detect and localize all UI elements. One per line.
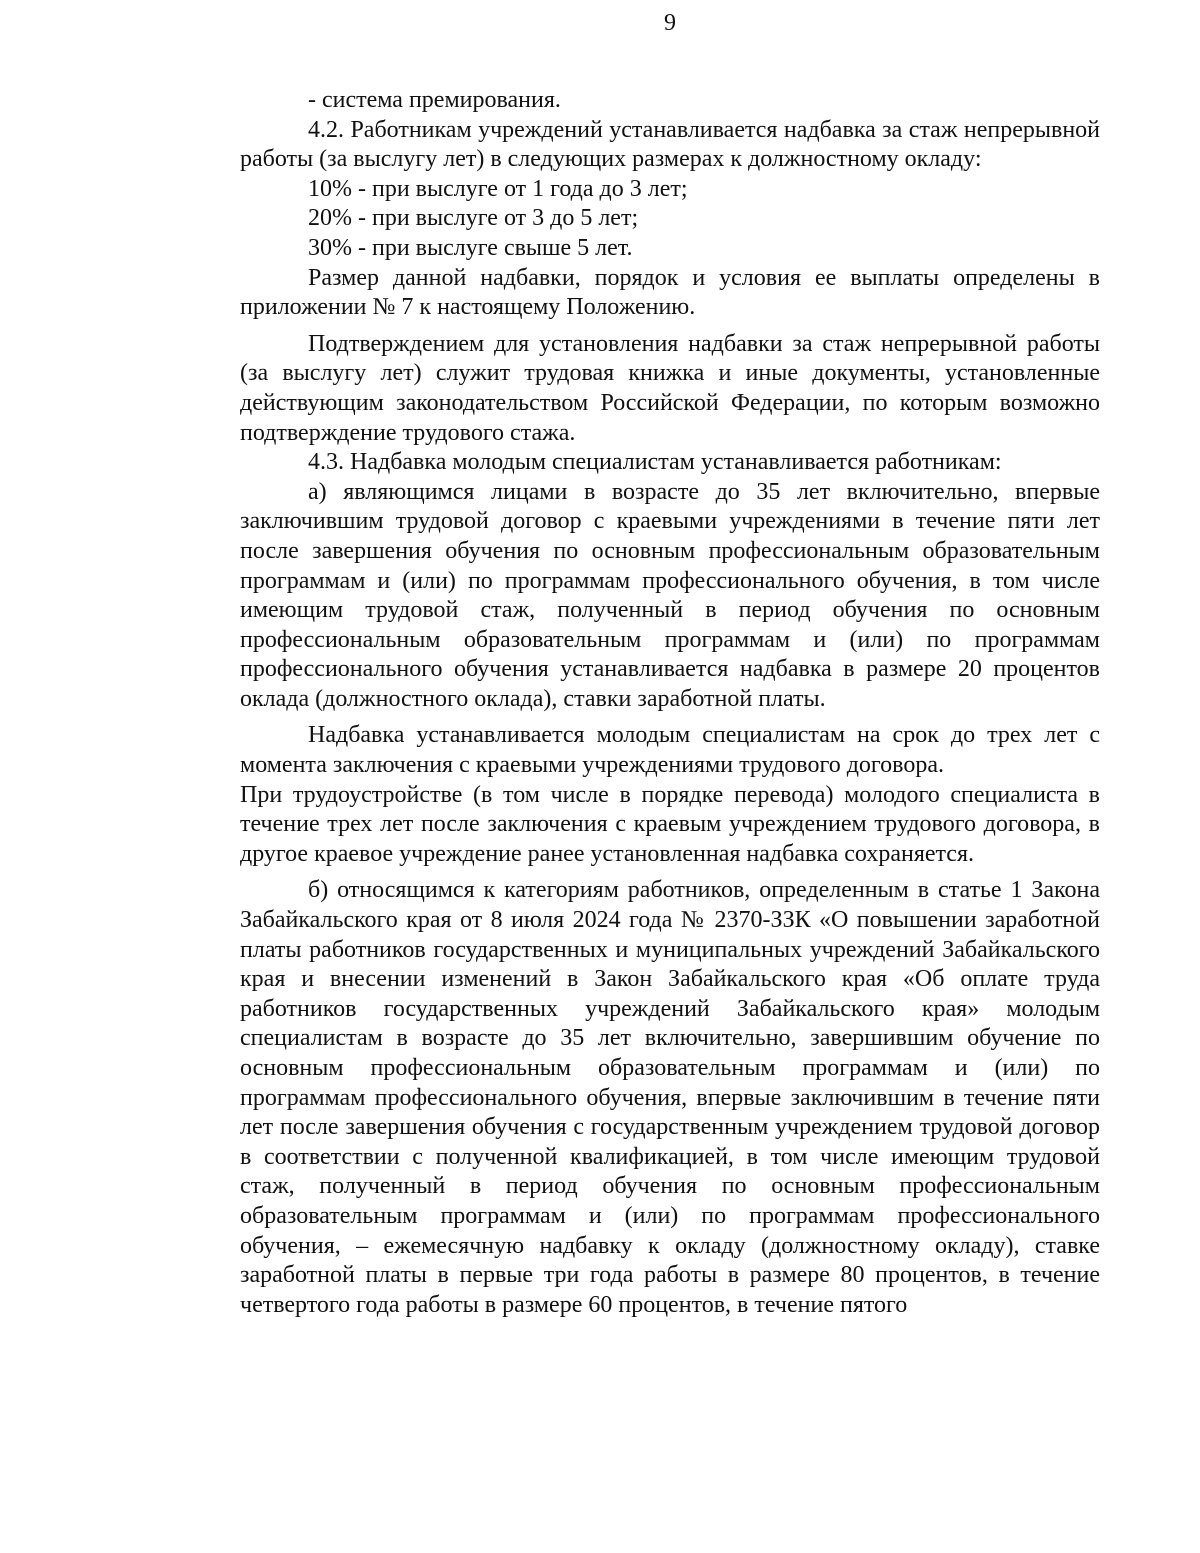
- list-item-10-percent: 10% - при выслуге от 1 года до 3 лет;: [308, 175, 688, 202]
- document-body: [240, 86, 1100, 1320]
- paragraph-bonus-size: Размер данной надбавки, порядок и условия ее выплаты определены в приложении № 7 к настоящему Положению.: [240, 264, 1100, 321]
- paragraph-4-3: 4.3. Надбавка молодым специалистам устанавливается работникам:: [308, 449, 1002, 476]
- paragraph-4-3-a: а) являющимся лицами в возрасте до 35 лет включительно, впервые заключившим трудовой договор с краевыми учреждениями в течение пяти лет после завершения обучения по основным профессиональным образовательным программам и (или) по программам профессионального обучения, в том числе имеющим трудовой стаж, полученный в период обучения по основным профессиональным образовательным программам и (или) по программам профессионального обучения устанавливается надбавка в размере 20 процентов оклада (должностного оклада), ставки заработной платы.: [240, 478, 1100, 712]
- paragraph-bonus-term: Надбавка устанавливается молодым специалистам на срок до трех лет с момента заключения с краевыми учреждениями трудового договора.: [240, 722, 1100, 779]
- list-item-20-percent: 20% - при выслуге от 3 до 5 лет;: [308, 205, 639, 232]
- list-item-30-percent: 30% - при выслуге свыше 5 лет.: [308, 234, 633, 261]
- paragraph-4-2: 4.2. Работникам учреждений устанавливается надбавка за стаж непрерывной работы (за выслугу лет) в следующих размерах к должностному окладу:: [240, 116, 1100, 173]
- paragraph-bonus-system: - система премирования.: [308, 87, 561, 113]
- paragraph-transfer: При трудоустройстве (в том числе в порядке перевода) молодого специалиста в течение трех лет после заключения с краевым учреждением трудового договора, в другое краевое учреждение ранее установленная надбавка сохраняется.: [240, 781, 1100, 867]
- page-number: 9: [664, 10, 676, 36]
- paragraph-confirmation: Подтверждением для установления надбавки за стаж непрерывной работы (за выслугу лет) служит трудовая книжка и иные документы, установленные действующим законодательством Российской Федерации, по которым возможно подтверждение трудового стажа.: [240, 330, 1100, 446]
- paragraph-4-3-b: б) относящимся к категориям работников, определенным в статье 1 Закона Забайкальского края от 8 июля 2024 года № 2370-ЗЗК «О повышении заработной платы работников государственных и муниципальных учреждений Забайкальского края и внесении изменений в Закон Забайкальского края «Об оплате труда работников государственных учреждений Забайкальского края» молодым специалистам в возрасте до 35 лет включительно, завершившим обучение по основным профессиональным образовательным программам и (или) по программам профессионального обучения, впервые заключившим в течение пяти лет после завершения обучения с государственным учреждением трудовой договор в соответствии с полученной квалификацией, в том числе имеющим трудовой стаж, полученный в период обучения по основным профессиональным образовательным программам и (или) по программам профессионального обучения, – ежемесячную надбавку к окладу (должностному окладу), ставке заработной платы в первые три года работы в размере 80 процентов, в течение четвертого года работы в размере 60 процентов, в течение пятого: [240, 877, 1100, 1318]
